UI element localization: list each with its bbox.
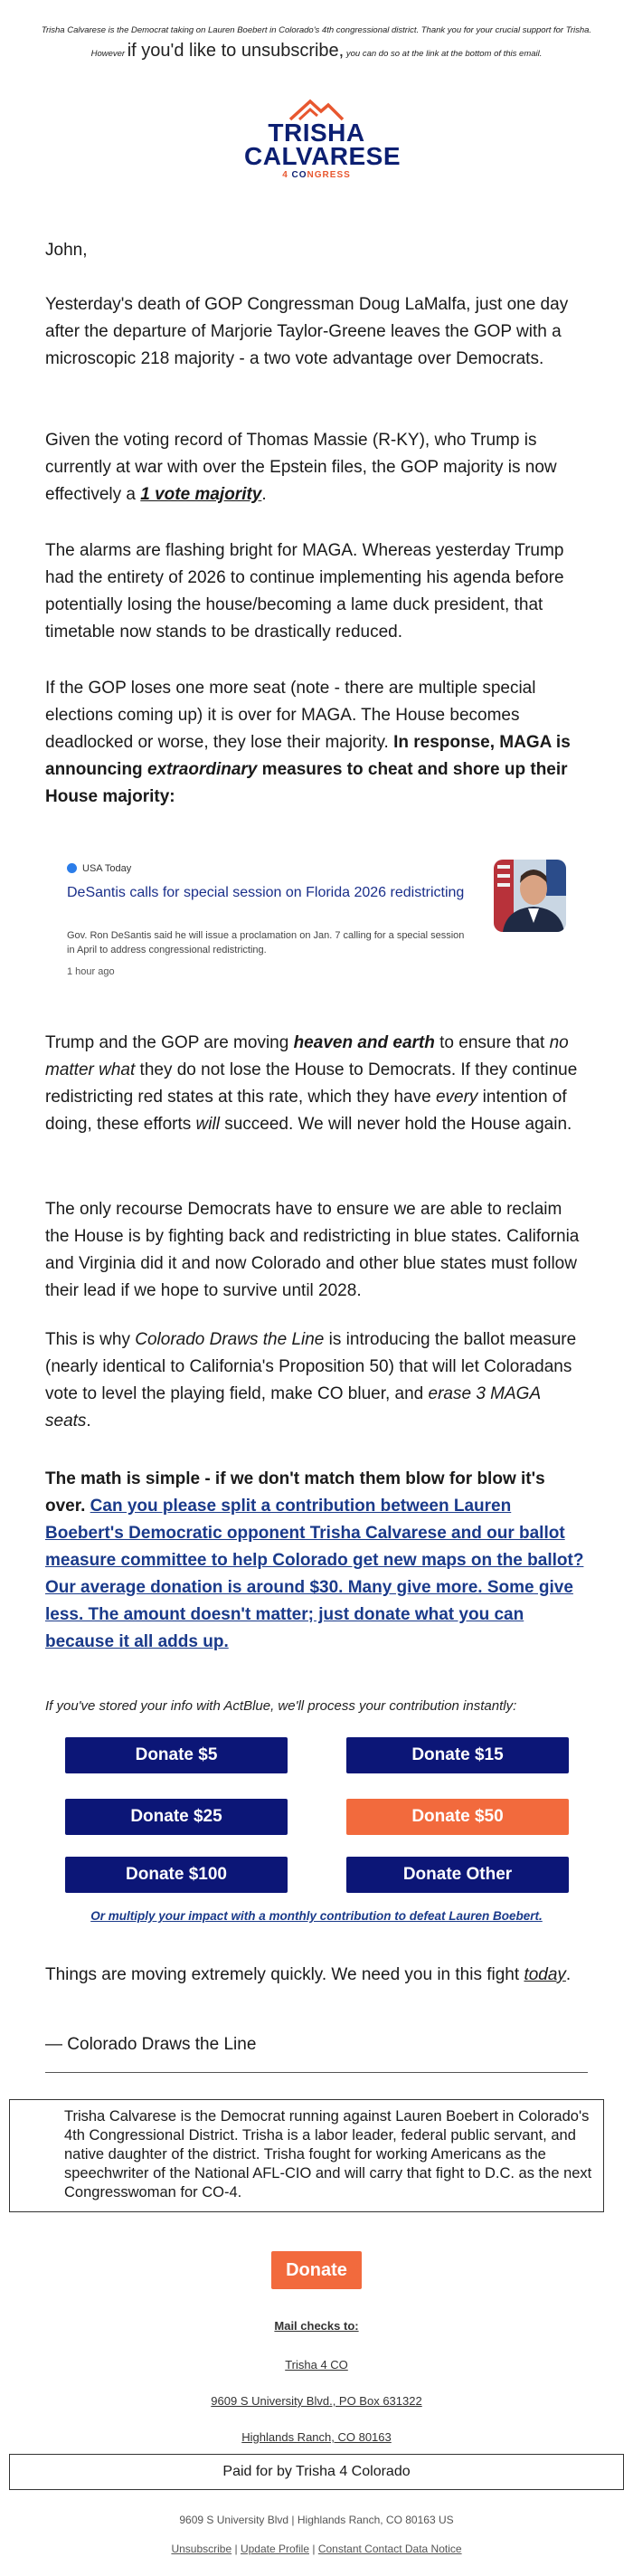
paragraph-9-end: . [565, 1965, 572, 1984]
footer-links [0, 2543, 633, 2555]
logo-tagline [244, 170, 389, 180]
paragraph-7-emphasis-2: erase 3 MAGA seats [45, 1384, 541, 1431]
paragraph-5-text-d: intention of doing, these efforts [45, 1088, 567, 1134]
person-photo-icon [494, 860, 566, 932]
footer-address: 9609 S University Blvd | Highlands Ranch, CO 80163 US [179, 2514, 454, 2526]
paragraph-9-emphasis: today [524, 1965, 566, 1984]
unsubscribe-link[interactable]: Unsubscribe [171, 2543, 232, 2555]
divider [45, 2072, 588, 2073]
paragraph-5-emphasis-1: heaven and earth [293, 1033, 435, 1052]
logo-tag-co: CO [291, 170, 307, 180]
donate-appeal-link[interactable]: Can you please split a contribution between Lauren Boebert's Democratic opponent Trisha Calvarese and our ballot measure committee to help Colorado get new maps on the ballot? Our average donation is around $30. Many give more. Some give less. The amount doesn't matter; just donate what you can because it all adds up. [45, 1497, 584, 1651]
paragraph-5-text-b: to ensure that [434, 1033, 550, 1052]
logo-tag-number: 4 [282, 170, 288, 180]
news-source-label: USA Today [82, 863, 132, 874]
news-card[interactable] [63, 860, 570, 991]
mail-address-line-3[interactable]: Highlands Ranch, CO 80163 [241, 2430, 392, 2444]
mail-address-line-1[interactable]: Trisha 4 CO [285, 2358, 348, 2372]
paragraph-5 [45, 1030, 588, 1138]
paragraph-2-emphasis: 1 vote majority [140, 485, 262, 504]
news-thumbnail [494, 860, 566, 932]
news-source [67, 863, 131, 874]
paragraph-2-text: Given the voting record of Thomas Massie (R-KY), who Trump is currently at war with over the Epstein files, the GOP majority is now effectively a [45, 431, 557, 504]
preheader-text-2: you can do so at the link at the bottom of this email. [345, 49, 543, 59]
paragraph-9-text: Things are moving extremely quickly. We need you in this fight [45, 1965, 524, 1984]
paragraph-7-text-a: This is why [45, 1330, 136, 1349]
paragraph-5-text-c: they do not lose the House to Democrats. If they continue redistricting red states at this rate, which they have [45, 1060, 578, 1107]
paragraph-4-bold-emphasis: extraordinary [146, 760, 258, 779]
paragraph-7 [45, 1326, 588, 1435]
news-source-icon [67, 863, 77, 873]
paragraph-7-text-b: is introducing the ballot measure (nearly identical to California's Proposition 50) that will let Coloradans vote to level the playing field, make CO bluer, and [45, 1330, 577, 1403]
mail-address-line-2[interactable]: 9609 S University Blvd., PO Box 631322 [211, 2394, 422, 2408]
donate-other-button[interactable]: Donate Other [346, 1857, 569, 1893]
paragraph-6: The only recourse Democrats have to ensure we are able to reclaim the House is by fighting back and redistricting in blue states. California and Virginia did it and now Colorado and other blue states must follow their lead if we hope to survive until 2028. [45, 1200, 580, 1300]
paragraph-5-text-e: succeed. We will never hold the House again. [219, 1115, 572, 1134]
news-description: Gov. Ron DeSantis said he will issue a proclamation on Jan. 7 calling for a special session in April to address congressional redistricting. [67, 930, 465, 955]
footer-separator-2: | [312, 2543, 316, 2555]
logo-tag-rest: NGRESS [307, 170, 351, 180]
paragraph-5-emphasis-2: no matter what [45, 1033, 569, 1079]
preheader-unsubscribe-text: if you'd like to unsubscribe, [127, 41, 345, 61]
donate-50-button[interactable]: Donate $50 [346, 1799, 569, 1835]
paragraph-4 [45, 675, 588, 811]
paragraph-8-bold: The math is simple - if we don't match them blow for blow it's over. [45, 1469, 545, 1516]
donate-button[interactable]: Donate [271, 2251, 362, 2289]
paragraph-9 [45, 1962, 588, 1989]
paragraph-8 [45, 1466, 588, 1656]
paragraph-5-emphasis-4: will [195, 1115, 220, 1134]
greeting: John, [45, 241, 88, 260]
paragraph-1: Yesterday's death of GOP Congressman Doug LaMalfa, just one day after the departure of Marjorie Taylor-Greene leaves the GOP with a microscopic 218 majority - a two vote advantage over Democrats. [45, 295, 569, 368]
signature: — Colorado Draws the Line [45, 2035, 257, 2054]
preheader [36, 20, 597, 64]
actblue-note: If you've stored your info with ActBlue, we'll process your contribution instantly: [45, 1698, 517, 1714]
paragraph-5-emphasis-3: every [435, 1088, 478, 1107]
donate-100-button[interactable]: Donate $100 [65, 1857, 288, 1893]
candidate-bio: Trisha Calvarese is the Democrat running against Lauren Boebert in Colorado's 4th Congressional District. Trisha is a labor leader, federal public servant, and native daughter of the district. Trisha fought for working Americans as the speechwriter of the National AFL-CIO and will carry that fight to D.C. as the next Congresswoman for CO-4. [9, 2099, 604, 2212]
paragraph-2-end: . [261, 485, 267, 504]
monthly-contribution-link[interactable]: Or multiply your impact with a monthly contribution to defeat Lauren Boebert. [90, 1909, 543, 1923]
paragraph-7-text-c: . [86, 1412, 91, 1431]
paragraph-4-text: If the GOP loses one more seat (note - there are multiple special elections coming up) it is over for MAGA. The House becomes deadlocked or worse, they lose their majority. [45, 679, 536, 752]
donate-25-button[interactable]: Donate $25 [65, 1799, 288, 1835]
footer-separator-1: | [234, 2543, 238, 2555]
donate-5-button[interactable]: Donate $5 [65, 1737, 288, 1773]
campaign-logo [244, 98, 402, 193]
preheader-text-1: Trisha Calvarese is the Democrat taking on Lauren Boebert in Colorado's 4th congressional district. Thank you for your crucial support for Trisha. However [41, 25, 592, 59]
news-timestamp: 1 hour ago [67, 966, 115, 977]
paragraph-3: The alarms are flashing bright for MAGA. Whereas yesterday Trump had the entirety of 2026 to continue implementing his agenda before potentially losing the house/becoming a lame duck president, that timetable now stands to be drastically reduced. [45, 541, 564, 642]
paragraph-2 [45, 427, 588, 509]
paid-for-disclaimer: Paid for by Trisha 4 Colorado [9, 2454, 624, 2490]
paragraph-7-emphasis-1: Colorado Draws the Line [135, 1330, 325, 1349]
logo-name-last: CALVARESE [244, 142, 402, 170]
donate-15-button[interactable]: Donate $15 [346, 1737, 569, 1773]
news-headline[interactable]: DeSantis calls for special session on Florida 2026 redistricting [67, 885, 465, 900]
paragraph-4-bold-2: measures to cheat and shore up their House majority: [45, 760, 568, 806]
paragraph-5-text-a: Trump and the GOP are moving [45, 1033, 294, 1052]
mail-checks-heading: Mail checks to: [274, 2319, 359, 2333]
update-profile-link[interactable]: Update Profile [240, 2543, 309, 2555]
logo-name-first: TRISHA [268, 119, 365, 147]
paragraph-4-bold-1: In response, MAGA is announcing [45, 733, 571, 779]
constant-contact-notice-link[interactable]: Constant Contact Data Notice [317, 2543, 462, 2555]
